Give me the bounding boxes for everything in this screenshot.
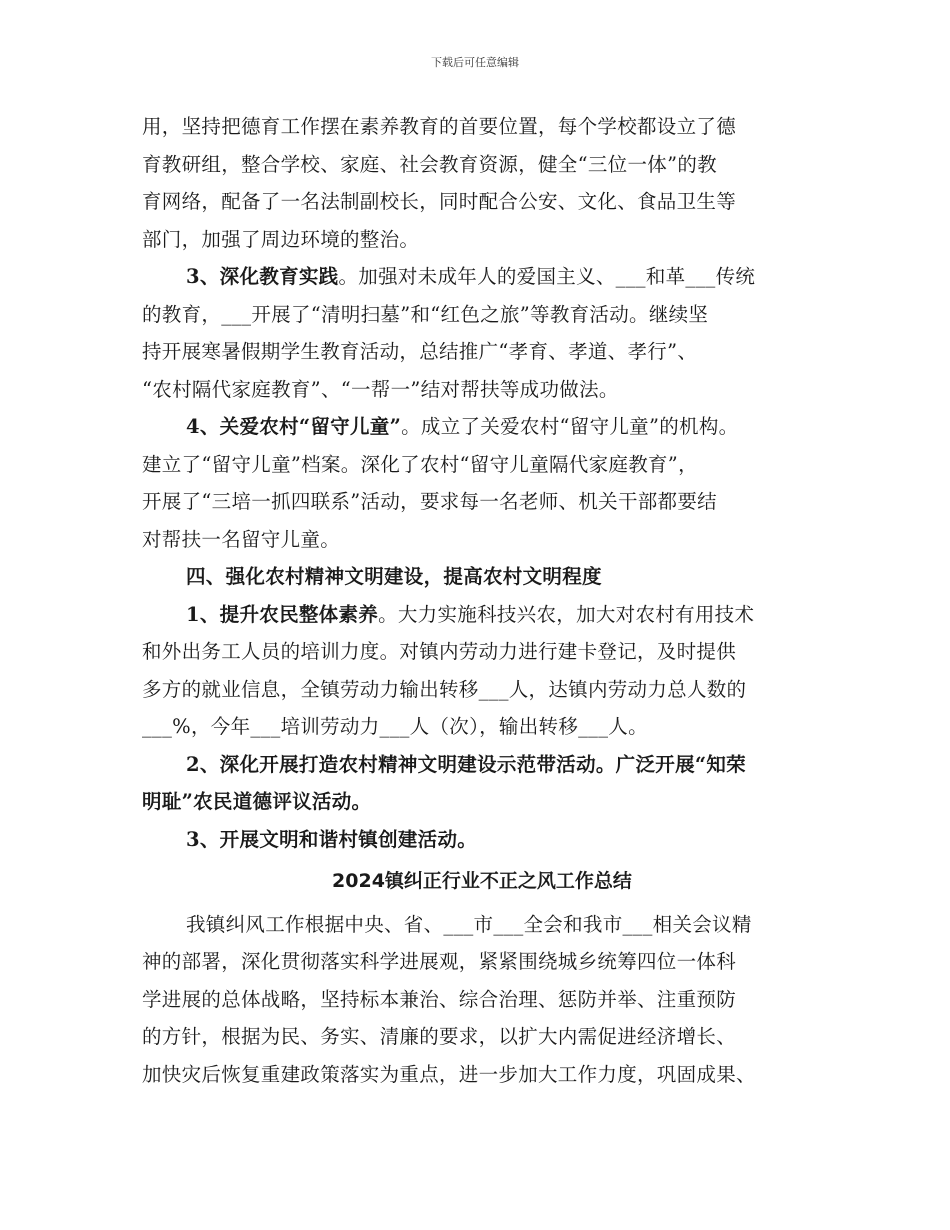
text-line: ___%，今年___培训劳动力___人（次），输出转移___人。 (142, 715, 648, 738)
text-line: 和外出务工人员的培训力度。对镇内劳动力进行建卡登记，及时提供 (142, 640, 737, 663)
text-line: “农村隔代家庭教育”、“一帮一”结对帮扶等成功做法。 (142, 377, 619, 401)
paragraph-4-text: 。成立了关爱农村“留守儿童”的机构。 (401, 415, 739, 438)
subsection-1-text: 。大力实施科技兴农，加大对农村有用技术 (378, 602, 755, 626)
subsection-3-heading: 3、开展文明和谐村镇创建活动。 (186, 827, 478, 851)
report-title: 2024镇纠正行业不正之风工作总结 (332, 870, 632, 892)
text-line: 建立了“留守儿童”档案。深化了农村“留守儿童隔代家庭教育”， (142, 452, 698, 476)
paragraph-4-heading: 4、关爱农村“留守儿童” (186, 415, 402, 438)
text-line: 的方针，根据为民、务实、清廉的要求，以扩大内需促进经济增长、 (142, 1025, 737, 1048)
subsection-2-heading: 2、深化开展打造农村精神文明建设示范带活动。广泛开展“知荣 (186, 752, 746, 776)
section-4-heading: 四、强化农村精神文明建设，提高农村文明程度 (186, 565, 602, 588)
text-line: 育网络，配备了一名法制副校长，同时配合公安、文化、食品卫生等 (142, 190, 737, 213)
subsection-1-first-line (142, 596, 822, 634)
text-line: 育教研组，整合学校、家庭、社会教育资源，健全“三位一体”的教 (142, 152, 717, 176)
text-line: 开展了“三培一抓四联系”活动，要求每一名老师、机关干部都要结 (142, 490, 717, 513)
paragraph-4-first-line (142, 408, 822, 446)
subsection-1-heading: 1、提升农民整体素养 (186, 602, 379, 626)
text-line: 部门，加强了周边环境的整治。 (142, 227, 420, 251)
text-line: 用，坚持把德育工作摆在素养教育的首要位置，每个学校都设立了德 (142, 115, 737, 138)
text-line: 的教育，___开展了“清明扫墓”和“红色之旅”等教育活动。继续坚 (142, 302, 709, 326)
paragraph-3-heading: 3、深化教育实践 (186, 265, 339, 288)
page-header: 下载后可任意编辑 (431, 56, 519, 69)
text-line: 多方的就业信息，全镇劳动力输出转移___人，达镇内劳动力总人数的 (142, 677, 747, 701)
text-line: 我镇纠风工作根据中央、省、___市___全会和我市___相关会议精 (186, 912, 752, 936)
text-line: 学进展的总体战略，坚持标本兼治、综合治理、惩防并举、注重预防 (142, 987, 737, 1011)
text-line: 神的部署，深化贯彻落实科学进展观，紧紧围绕城乡统筹四位一体科 (142, 950, 737, 973)
document-body (142, 108, 822, 1093)
paragraph-3-first-line (142, 258, 822, 296)
text-line: 持开展寒暑假期学生教育活动，总结推广“孝育、孝道、孝行”、 (142, 340, 698, 363)
text-line: 对帮扶一名留守儿童。 (142, 527, 341, 551)
text-line: 加快灾后恢复重建政策落实为重点，进一步加大工作力度，巩固成果、 (142, 1062, 756, 1086)
subsection-2-heading-cont: 明耻”农民道德评议活动。 (142, 790, 372, 813)
paragraph-3-text: 。加强对未成年人的爱国主义、___和革___传统 (338, 265, 756, 288)
